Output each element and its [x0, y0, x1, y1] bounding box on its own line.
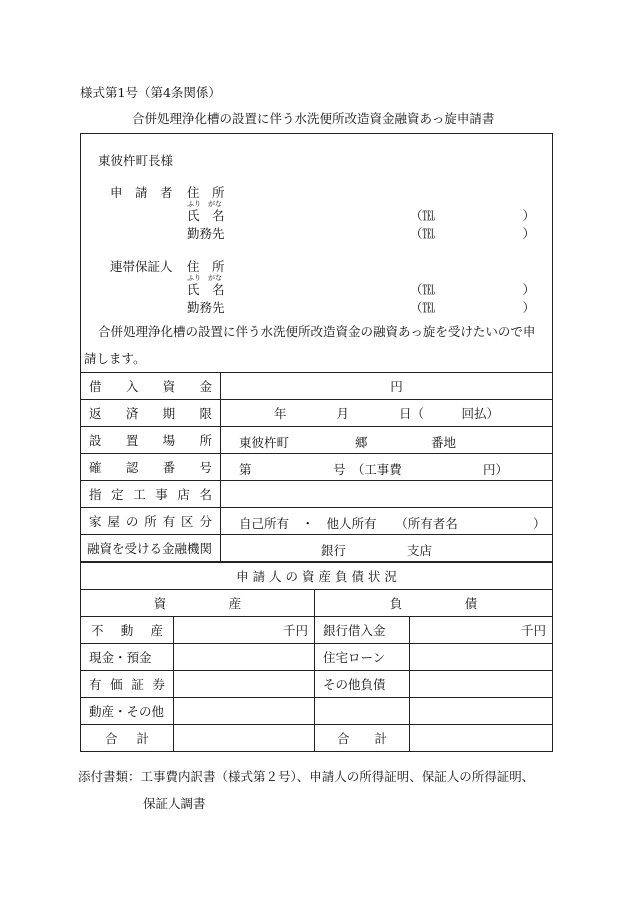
liability-total-label: 合 計 — [315, 725, 410, 752]
ownership-label: 家 屋 の 所 有 区 分 — [89, 514, 212, 529]
asset-cash-field[interactable] — [174, 644, 315, 671]
bank-field[interactable]: 銀行 支店 — [221, 535, 553, 562]
confirm-field[interactable]: 第 号 （工事費 円） — [221, 454, 553, 481]
row-location — [81, 427, 553, 454]
liability-other-label: その他負債 — [315, 671, 410, 698]
loan-amount-field[interactable]: 円 — [221, 373, 553, 400]
row-loan-amount — [81, 373, 553, 400]
applicant-workplace-tel: （℡ ） — [410, 226, 536, 241]
guarantor-furigana: ふり がな — [187, 274, 222, 282]
addressee: 東彼杵町長様 — [98, 153, 174, 168]
guarantor-label: 連帯保証人 — [110, 259, 173, 274]
page-title: 合併処理浄化槽の設置に伴う水洗便所改造資金融資あっ旋申請書 — [132, 111, 495, 126]
table-row — [81, 725, 553, 752]
contractor-label: 指 定 工 事 店 名 — [89, 487, 212, 502]
statement-line2: 請します。 — [84, 351, 146, 366]
asset-securities-label: 有 価 証 券 — [89, 677, 165, 692]
guarantor-workplace-label: 勤務先 — [187, 300, 225, 315]
asset-cash-label: 現金・預金 — [81, 644, 174, 671]
applicant-name-tel: （℡ ） — [410, 208, 536, 223]
table-row — [81, 671, 553, 698]
guarantor-name-tel: （℡ ） — [410, 282, 536, 297]
liability-blank-label — [315, 698, 410, 725]
row-confirm-number — [81, 454, 553, 481]
asset-total-field[interactable] — [174, 725, 315, 752]
liability-blank-field[interactable] — [410, 698, 553, 725]
loan-amount-label: 借 入 資 金 — [89, 379, 212, 394]
applicant-furigana: ふり がな — [187, 200, 222, 208]
statement-line1: 合併処理浄化槽の設置に伴う水洗便所改造資金の融資あっ旋を受けたいので申 — [98, 324, 536, 339]
applicant-address-label: 住 所 — [187, 185, 225, 200]
location-field[interactable]: 東彼杵町 郷 番地 — [221, 427, 553, 454]
asset-movables-field[interactable] — [174, 698, 315, 725]
applicant-label: 申 請 者 — [110, 185, 173, 200]
table-row — [81, 644, 553, 671]
form-number: 様式第1号（第4条関係） — [80, 85, 221, 100]
guarantor-workplace-tel: （℡ ） — [410, 300, 536, 315]
liability-other-field[interactable] — [410, 671, 553, 698]
row-bank — [81, 535, 553, 562]
application-table — [80, 372, 553, 562]
asset-movables-label: 動産・その他 — [81, 698, 174, 725]
liability-total-field[interactable] — [410, 725, 553, 752]
row-contractor — [81, 481, 553, 508]
table-row — [81, 698, 553, 725]
confirm-label: 確 認 番 号 — [89, 460, 212, 475]
applicant-name-label: 氏 名 — [187, 208, 225, 223]
asset-real-estate-label: 不 動 産 — [91, 623, 163, 638]
liability-bank-loan-label: 銀行借入金 — [315, 617, 410, 644]
assets-section-title: 申 請 人 の 資 産 負 債 状 況 — [81, 563, 553, 590]
row-repayment — [81, 400, 553, 427]
liability-mortgage-field[interactable] — [410, 644, 553, 671]
attachments-line1: 添付書類：工事費内訳書（様式第２号）、申請人の所得証明、保証人の所得証明、 — [78, 769, 535, 784]
asset-real-estate-field[interactable]: 千円 — [174, 617, 315, 644]
asset-total-label: 合 計 — [105, 731, 149, 746]
guarantor-name-label: 氏 名 — [187, 282, 225, 297]
liability-bank-loan-field[interactable]: 千円 — [410, 617, 553, 644]
assets-header: 資 産 — [81, 590, 315, 617]
table-row — [81, 617, 553, 644]
contractor-field[interactable] — [221, 481, 553, 508]
ownership-field[interactable]: 自己所有 ・ 他人所有 （所有者名 ） — [221, 508, 553, 535]
liabilities-header: 負 債 — [315, 590, 553, 617]
bank-label: 融資を受ける金融機関 — [81, 535, 221, 562]
repayment-field[interactable]: 年 月 日（ 回払） — [221, 400, 553, 427]
applicant-workplace-label: 勤務先 — [187, 226, 225, 241]
row-ownership — [81, 508, 553, 535]
assets-liabilities-table — [80, 562, 553, 752]
attachments-line2: 保証人調書 — [143, 796, 206, 811]
guarantor-address-label: 住 所 — [187, 259, 225, 274]
location-label: 設 置 場 所 — [89, 433, 212, 448]
liability-mortgage-label: 住宅ローン — [315, 644, 410, 671]
asset-securities-field[interactable] — [174, 671, 315, 698]
repayment-label: 返 済 期 限 — [89, 406, 212, 421]
